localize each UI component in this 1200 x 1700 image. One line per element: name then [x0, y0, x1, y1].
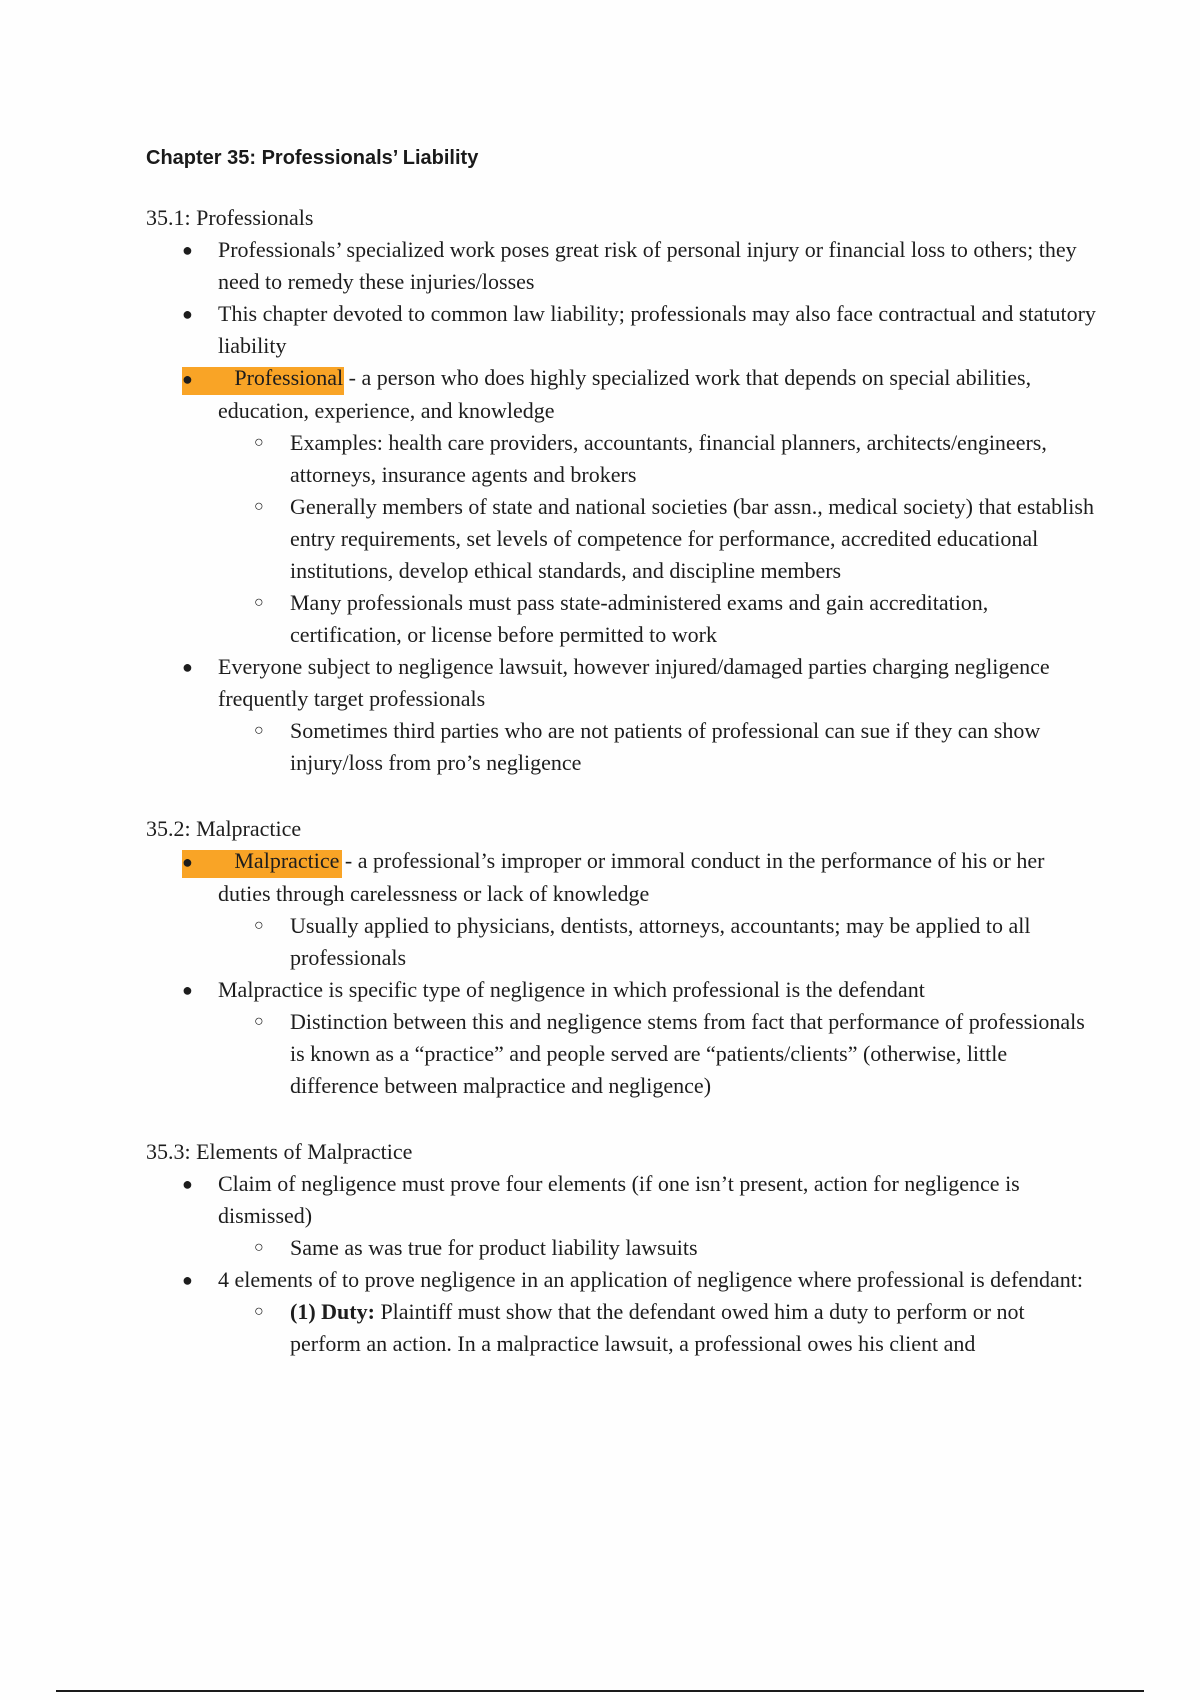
highlighted-term — [182, 365, 362, 390]
bullet-icon: ● — [182, 1270, 193, 1290]
section-heading: 35.3: Elements of Malpractice — [146, 1139, 413, 1164]
list-item-text: This chapter devoted to common law liability; professionals may also face contractual and statutory liability — [218, 301, 1096, 358]
circle-bullet-icon: ○ — [254, 594, 264, 611]
sub-list-item — [218, 427, 1096, 491]
list-item — [146, 1168, 1096, 1264]
section-heading: 35.2: Malpractice — [146, 816, 302, 841]
sub-list — [218, 1296, 1096, 1360]
list-item-text: Malpractice is specific type of negligence in which professional is the defendant — [218, 977, 925, 1002]
sub-list — [218, 1232, 1096, 1264]
term-label: Professional - — [234, 365, 362, 390]
sub-list-item — [218, 715, 1096, 779]
bullet-icon: ● — [182, 240, 193, 260]
bullet-list — [146, 1168, 1096, 1360]
sub-item-text: Same as was true for product liability lawsuits — [290, 1235, 698, 1260]
list-item-text: 4 elements of to prove negligence in an application of negligence where professional is defendant: — [218, 1267, 1084, 1292]
sub-item-text: Many professionals must pass state-administered exams and gain accreditation, certification, or license before permitted to work — [290, 590, 989, 647]
section-professionals — [146, 202, 1096, 779]
document-content — [146, 142, 1096, 1394]
sub-list — [218, 910, 1096, 974]
chapter-title: Chapter 35: Professionals’ Liability — [146, 147, 479, 169]
sub-item-text: Examples: health care providers, accountants, financial planners, architects/engineers, attorneys, insurance agents and brokers — [290, 430, 1047, 487]
section-heading: 35.1: Professionals — [146, 205, 314, 230]
circle-bullet-icon: ○ — [254, 434, 264, 451]
bullet-icon: ● — [182, 657, 193, 677]
bullet-icon: ● — [182, 369, 193, 389]
sub-item-text: Sometimes third parties who are not patients of professional can sue if they can show injury/loss from pro’s negligence — [290, 718, 1041, 775]
list-item-text: Everyone subject to negligence lawsuit, however injured/damaged parties charging negligence frequently target professionals — [218, 654, 1050, 711]
list-item — [146, 234, 1096, 298]
sub-list-item — [218, 1232, 1096, 1264]
list-item — [146, 362, 1096, 651]
section-elements-of-malpractice — [146, 1136, 1096, 1360]
sub-list-item — [218, 1006, 1096, 1102]
circle-bullet-icon: ○ — [254, 1239, 264, 1256]
list-item — [146, 974, 1096, 1102]
sub-list-item — [218, 587, 1096, 651]
list-item — [146, 1264, 1096, 1360]
bullet-icon: ● — [182, 852, 193, 872]
list-item — [146, 298, 1096, 362]
section-malpractice — [146, 813, 1096, 1102]
bullet-icon: ● — [182, 980, 193, 1000]
definition-text: a professional’s improper or immoral conduct in the performance of his or her duties through carelessness or lack of knowledge — [218, 848, 1045, 906]
circle-bullet-icon: ○ — [254, 722, 264, 739]
circle-bullet-icon: ○ — [254, 498, 264, 515]
footer-divider — [56, 1690, 1144, 1692]
bullet-icon: ● — [182, 304, 193, 324]
sub-item-text: Plaintiff must show that the defendant owed him a duty to perform or not perform an action. In a malpractice lawsuit, a professional owes his client and — [290, 1299, 1025, 1356]
sub-list-item — [218, 1296, 1096, 1360]
circle-bullet-icon: ○ — [254, 1303, 264, 1320]
sub-item-text: Distinction between this and negligence stems from fact that performance of professionals is known as a “practice” and people served are “patients/clients” (otherwise, little difference between malpractice and negligence) — [290, 1009, 1085, 1098]
bullet-icon: ● — [182, 1174, 193, 1194]
definition-text: a person who does highly specialized work that depends on special abilities, education, experience, and knowledge — [218, 365, 1032, 423]
sub-list-item — [218, 910, 1096, 974]
bullet-list — [146, 234, 1096, 779]
sub-item-text: Usually applied to physicians, dentists, attorneys, accountants; may be applied to all professionals — [290, 913, 1031, 970]
highlighted-term — [182, 848, 358, 873]
bullet-list — [146, 845, 1096, 1102]
list-item — [146, 651, 1096, 779]
sub-list — [218, 1006, 1096, 1102]
list-item-text: Claim of negligence must prove four elements (if one isn’t present, action for negligence is dismissed) — [218, 1171, 1020, 1228]
term-label: Malpractice - — [234, 848, 358, 873]
circle-bullet-icon: ○ — [254, 917, 264, 934]
sub-list — [218, 427, 1096, 651]
circle-bullet-icon: ○ — [254, 1013, 264, 1030]
sub-list — [218, 715, 1096, 779]
sub-list-item — [218, 491, 1096, 587]
list-item-text: Professionals’ specialized work poses great risk of personal injury or financial loss to others; they need to remedy these injuries/losses — [218, 237, 1077, 294]
sub-item-text: Generally members of state and national societies (bar assn., medical society) that establish entry requirements, set levels of competence for performance, accredited educational institutions, develop ethical standards, and discipline members — [290, 494, 1094, 583]
list-item — [146, 845, 1096, 974]
element-label: (1) Duty: — [290, 1299, 375, 1324]
